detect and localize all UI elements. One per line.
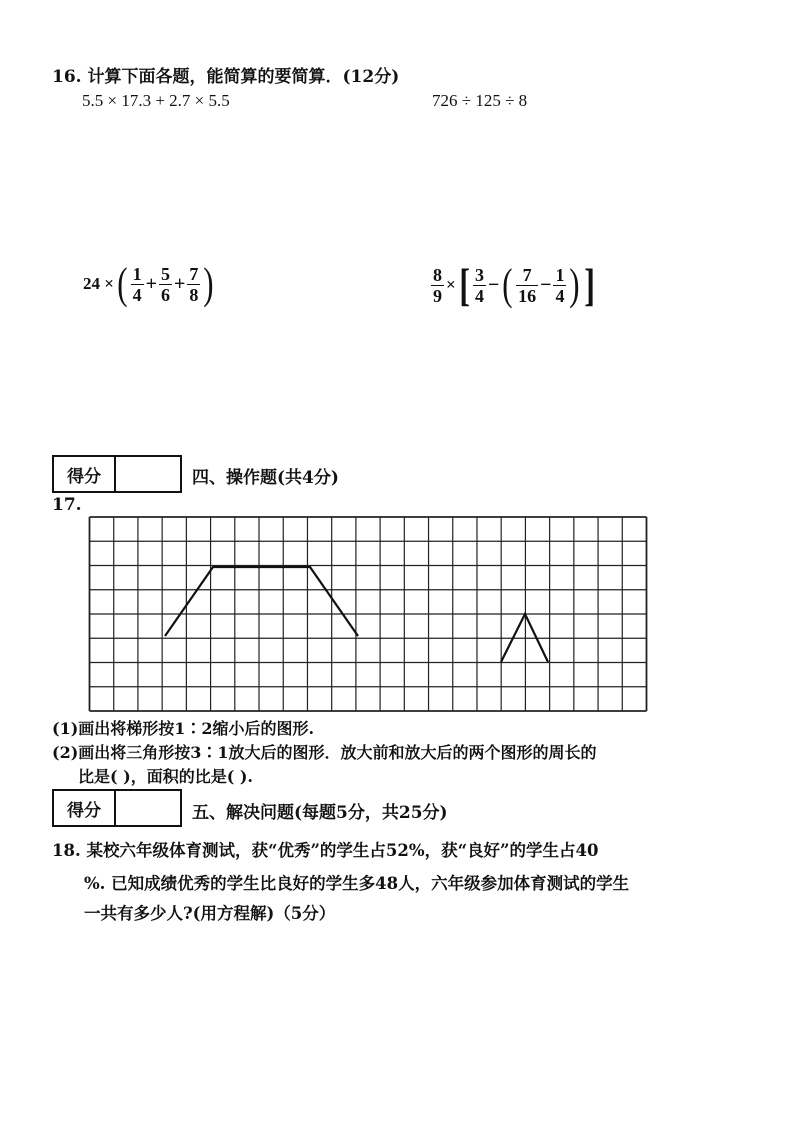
left-paren: ( — [117, 259, 128, 308]
fraction: $\frac{7}{8}$ — [189, 263, 199, 305]
fraction: $\frac{3}{4}$ — [475, 264, 485, 306]
plus-sign: + — [145, 272, 157, 295]
fraction: $\frac{7}{16}$ — [518, 264, 537, 306]
left-paren: ( — [502, 260, 513, 309]
left-bracket: [ — [458, 259, 470, 310]
q16-expression-2: 726 ÷ 125 ÷ 8 — [432, 91, 528, 110]
fraction: $\frac{1}{4}$ — [555, 264, 565, 306]
q16-expression-4 — [430, 259, 597, 310]
section4-title: 四、操作题(共4分) — [192, 468, 339, 488]
score-box-section5 — [52, 789, 182, 827]
fraction: $\frac{5}{6}$ — [161, 263, 170, 305]
fraction: $\frac{1}{4}$ — [132, 263, 142, 305]
q16-expression-3 — [82, 259, 216, 308]
score-box-section4 — [52, 455, 182, 493]
minus-sign: − — [540, 273, 552, 296]
right-bracket: ] — [584, 259, 596, 310]
q18-line3: 一共有多少人?(用方程解)（5分） — [84, 904, 336, 923]
score-input-cell[interactable] — [116, 791, 180, 825]
q17-sub1: (1)画出将梯形按1∶2缩小后的图形. — [52, 719, 315, 738]
plus-sign: + — [174, 272, 186, 295]
q17-number: 17. — [52, 495, 82, 515]
q16-title: 16. 计算下面各题，能简算的要简算．(12分) — [52, 67, 400, 87]
score-input-cell[interactable] — [116, 457, 180, 491]
q18-line2: %. 已知成绩优秀的学生比良好的学生多48人，六年级参加体育测试的学生 — [84, 874, 630, 893]
fraction: $\frac{8}{9}$ — [433, 264, 442, 306]
times-sign: × — [446, 275, 456, 294]
score-label: 得分 — [54, 457, 116, 491]
right-paren: ) — [569, 260, 580, 309]
q16-expression-1: 5.5 × 17.3 + 2.7 × 5.5 — [82, 91, 230, 110]
right-paren: ) — [203, 259, 214, 308]
q17-sub2-line2: 比是( )，面积的比是( ). — [78, 767, 253, 786]
trapezoid-shape — [165, 567, 358, 636]
q17-sub2-line1: (2)画出将三角形按3∶1放大后的图形．放大前和放大后的两个图形的周长的 — [52, 743, 597, 762]
score-label: 得分 — [54, 791, 116, 825]
q18-line1: 18. 某校六年级体育测试，获“优秀”的学生占52%，获“良好”的学生占40 — [52, 841, 599, 860]
expr3-lead: 24 × — [83, 274, 114, 293]
section5-title: 五、解决问题(每题5分，共25分) — [192, 803, 448, 823]
drawing-grid[interactable] — [88, 516, 648, 712]
minus-sign: − — [488, 273, 500, 296]
